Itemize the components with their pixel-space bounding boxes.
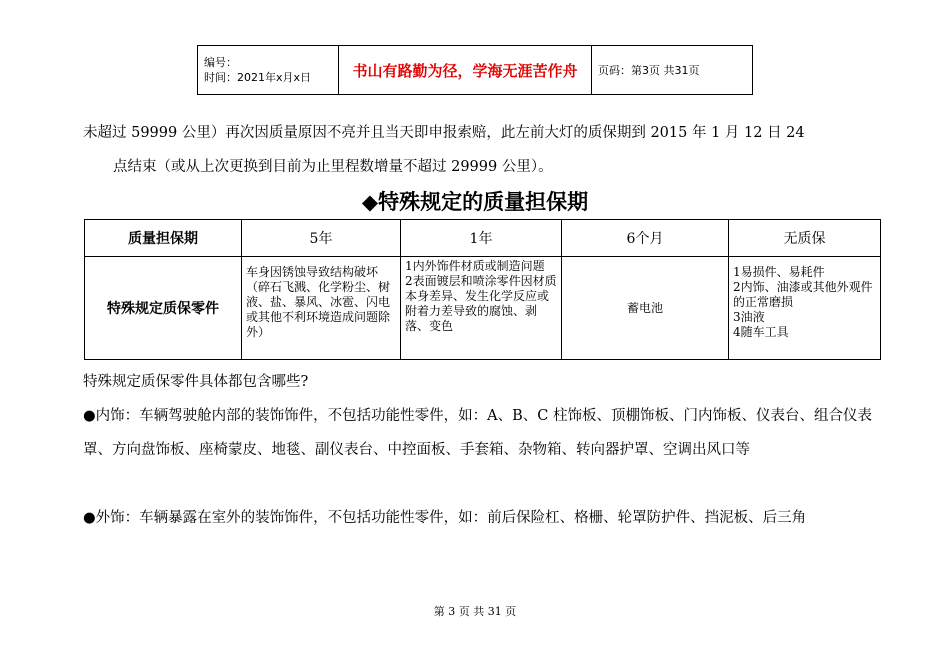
header-page-number: 页码：第3页 共31页 — [592, 46, 753, 95]
cell-no-warranty: 1易损件、易耗件 2内饰、油漆或其他外观件的正常磨损 3油液 4随车工具 — [729, 257, 881, 360]
interior-paragraph: ●内饰：车辆驾驶舱内部的装饰饰件，不包括功能性零件，如：A、B、C 柱饰板、顶棚饰板、门内饰板、仪表台、组合仪表罩、方向盘饰板、座椅蒙皮、地毯、副仪表台、中控面板、手套箱、杂物箱、转向器护罩、空调出风口等 — [83, 408, 872, 458]
table-header-5-years: 5年 — [242, 220, 401, 257]
page-header — [197, 45, 753, 95]
intro-line-1: 未超过 59999 公里）再次因质量原因不亮并且当天即申报索赔，此左前大灯的质保期到 2015 年 1 月 12 日 24 — [83, 125, 805, 141]
section-title: ◆特殊规定的质量担保期 — [361, 190, 589, 214]
intro-line-2: 点结束（或从上次更换到目前为止里程数增量不超过 29999 公里）。 — [113, 159, 553, 175]
cell-5-years: 车身因锈蚀导致结构破坏（碎石飞溅、化学粉尘、树液、盐、暴风、冰雹、闪电或其他不利环境造成问题除外） — [242, 257, 401, 360]
table-header-row — [85, 220, 881, 257]
header-motto: 书山有路勤为径，学海无涯苦作舟 — [339, 46, 592, 95]
table-row — [85, 257, 881, 360]
question-line: 特殊规定质保零件具体都包含哪些? — [83, 374, 309, 390]
table-header-1-year: 1年 — [401, 220, 562, 257]
header-meta — [198, 46, 339, 95]
row-label: 特殊规定质保零件 — [85, 257, 242, 360]
table-header-no-warranty: 无质保 — [729, 220, 881, 257]
table-header-label: 质量担保期 — [85, 220, 242, 257]
page-footer: 第 3 页 共 31 页 — [433, 605, 517, 618]
document-number-label: 编号： — [204, 56, 237, 69]
document-time-label: 时间：2021年x月x日 — [204, 71, 312, 84]
table-header-6-months: 6个月 — [562, 220, 729, 257]
cell-6-months: 蓄电池 — [562, 257, 729, 360]
warranty-table — [84, 219, 881, 360]
exterior-paragraph: ●外饰：车辆暴露在室外的装饰饰件，不包括功能性零件，如：前后保险杠、格栅、轮罩防护件、挡泥板、后三角 — [83, 510, 807, 526]
cell-1-year: 1内外饰件材质或制造问题 2表面镀层和喷涂零件因材质本身差异、发生化学反应或附着力差导致的腐蚀、剥落、变色 — [401, 257, 562, 360]
